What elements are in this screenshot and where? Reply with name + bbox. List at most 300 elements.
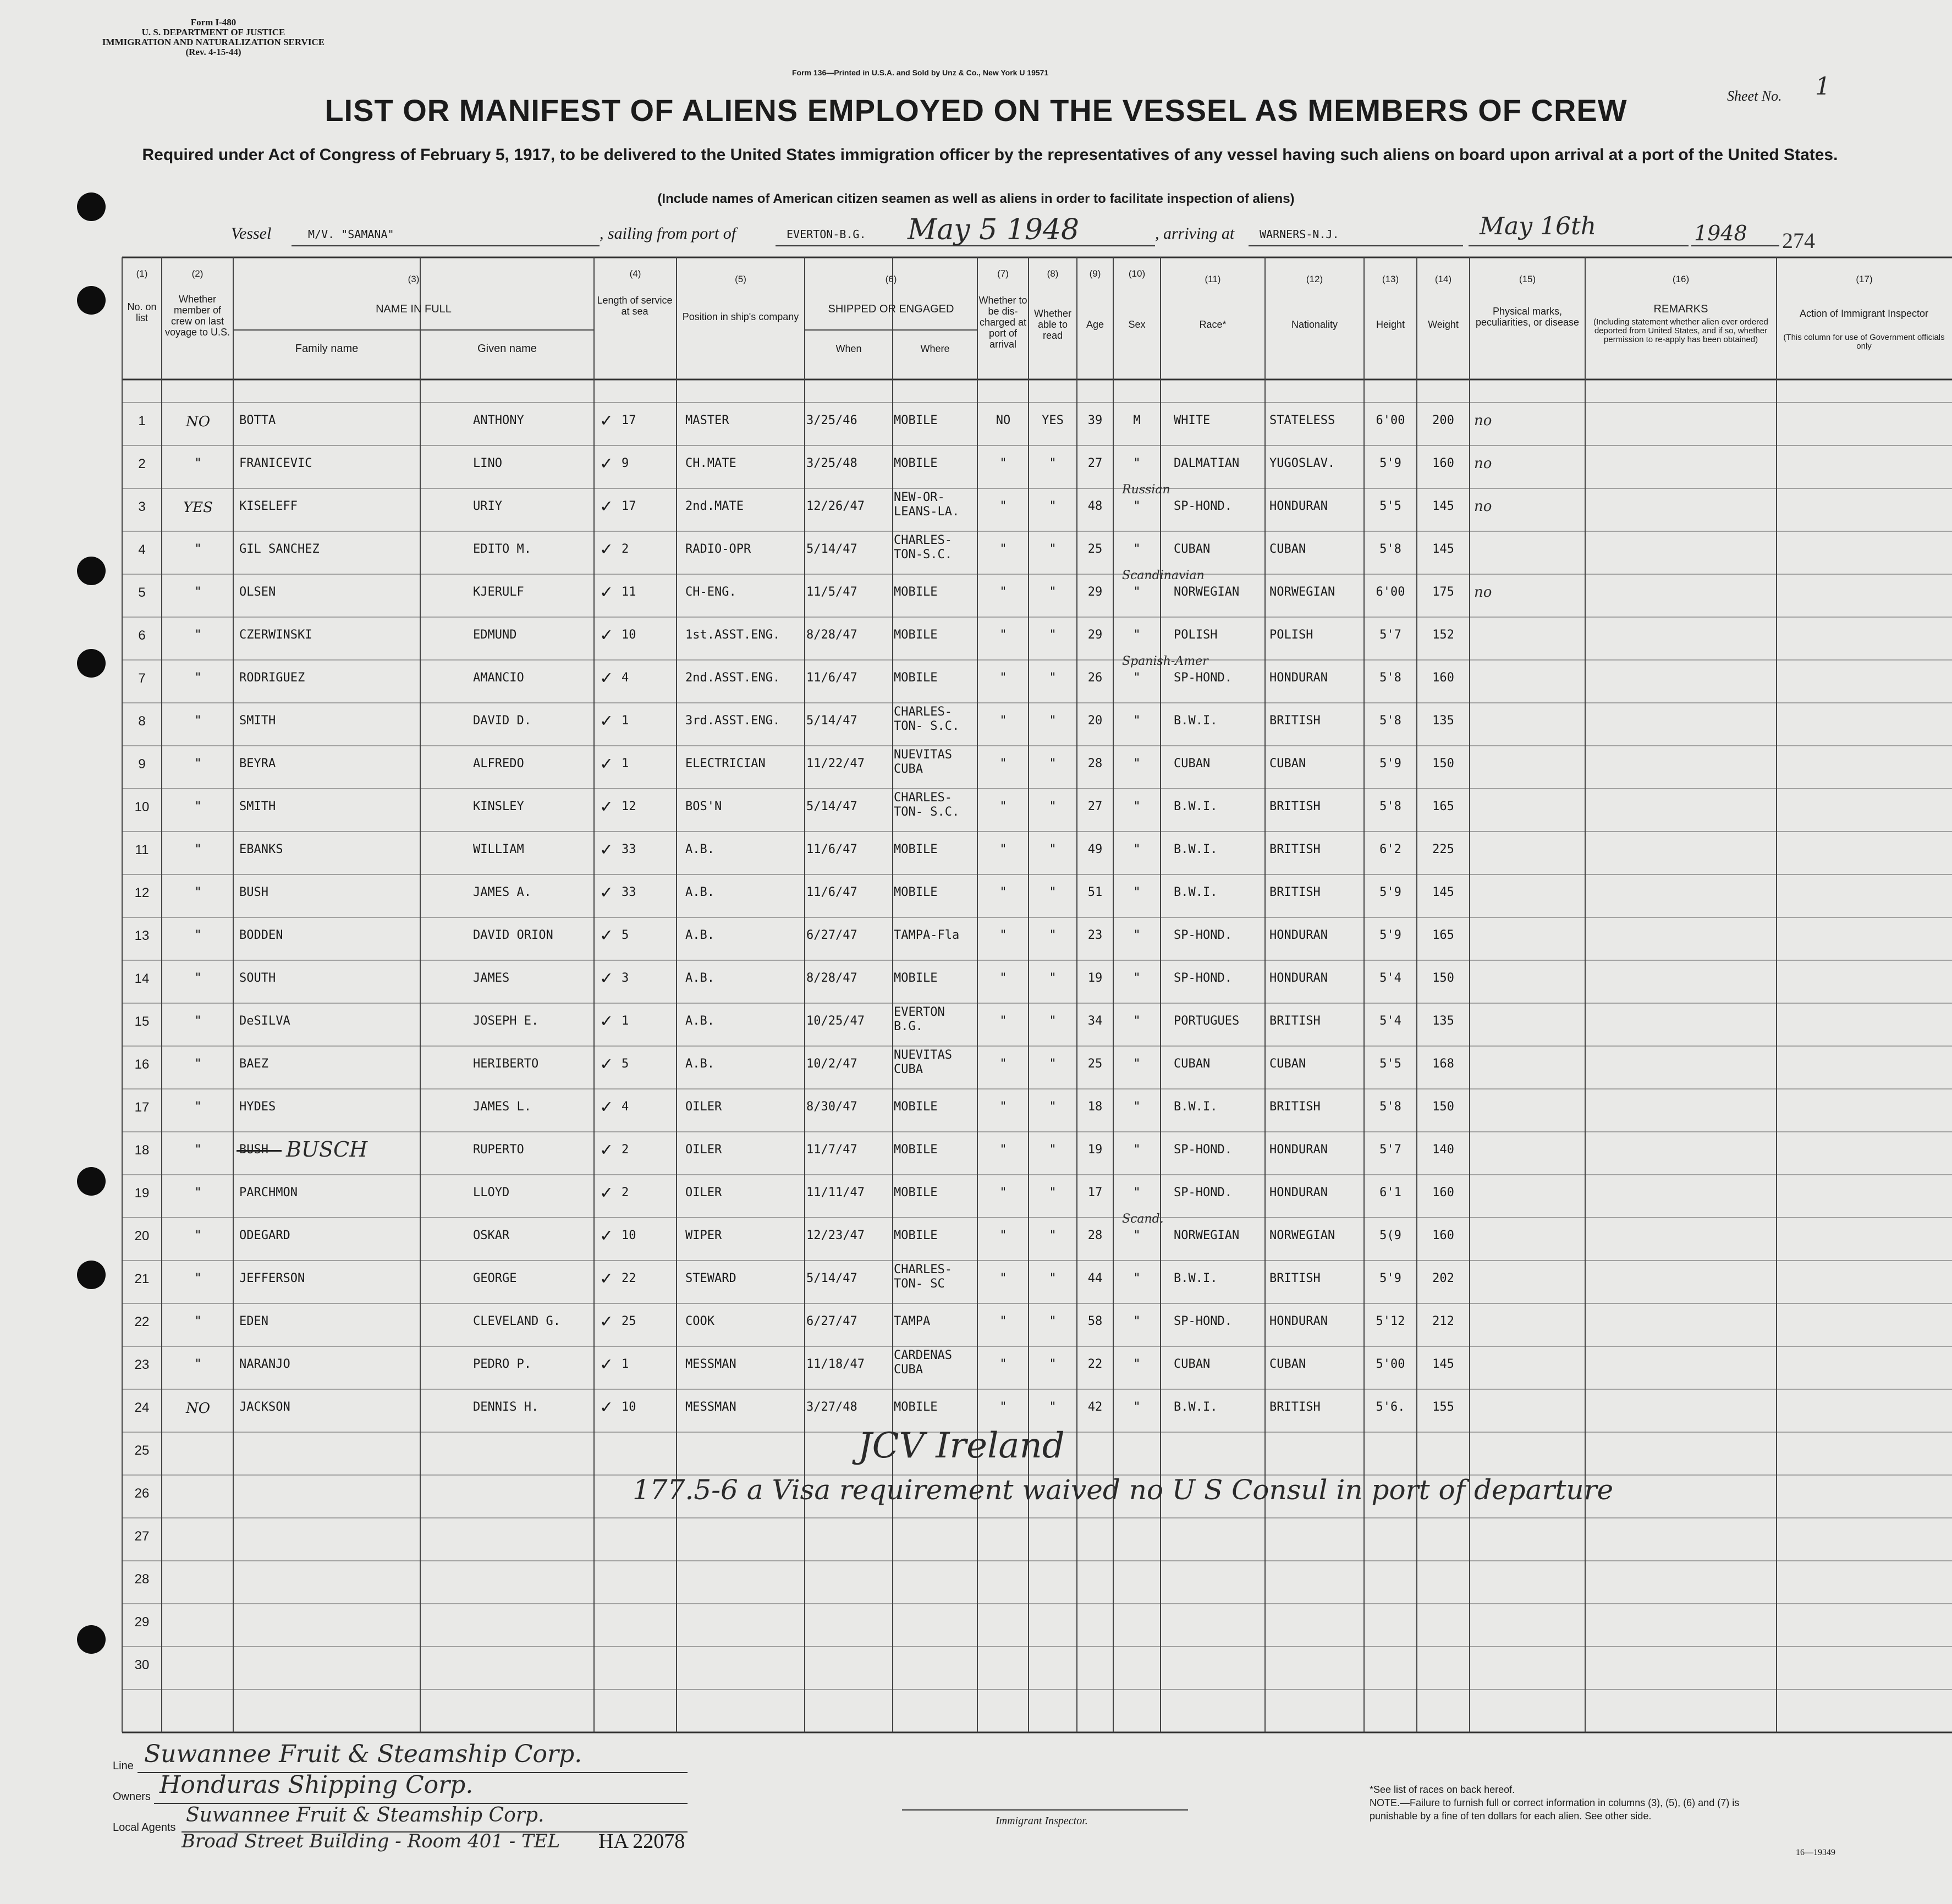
cell-family: KISELEFF [239, 499, 298, 513]
cell-race: CUBAN [1174, 1057, 1211, 1071]
cell-sex: " [1133, 1100, 1141, 1114]
cell-height: 5'8 [1379, 800, 1401, 813]
cell-position: BOS'N [685, 800, 722, 813]
cell-nationality: BRITISH [1269, 1014, 1321, 1028]
row-number: 3 [138, 499, 146, 514]
cell-given: CLEVELAND G. [473, 1314, 560, 1328]
cell-last: " [194, 1314, 202, 1328]
cell-sex: " [1133, 456, 1141, 470]
cell-age: 48 [1087, 499, 1103, 513]
cell-discharged: " [999, 1100, 1007, 1114]
cell-given: LINO [473, 456, 502, 470]
cell-read: " [1049, 1357, 1057, 1371]
check-mark-icon: ✓ [601, 1396, 612, 1418]
cell-discharged: " [999, 1272, 1007, 1285]
check-mark-icon: ✓ [601, 1353, 612, 1375]
cell-service: 25 [622, 1314, 636, 1328]
revision: (Rev. 4-15-44) [185, 47, 241, 57]
cell-service: 5 [622, 928, 629, 942]
cell-position: 2nd.MATE [685, 499, 744, 513]
cell-age: 39 [1087, 414, 1103, 427]
cell-race: WHITE [1174, 414, 1211, 427]
cell-discharged: " [999, 757, 1007, 771]
cell-nationality: BRITISH [1269, 1272, 1321, 1285]
col-num-14: (14) [1434, 274, 1452, 284]
subnote: (Include names of American citizen seamen as well as aliens in order to facilitate inspection of aliens) [657, 191, 1295, 206]
cell-age: 23 [1087, 928, 1103, 942]
cell-position: ELECTRICIAN [685, 757, 766, 771]
cell-where: MOBILE [894, 1229, 938, 1242]
row-number: 6 [138, 628, 146, 643]
arrival-year: 1948 [1694, 221, 1747, 245]
cell-when: 11/22/47 [806, 757, 865, 771]
cell-where-line2: TON-S.C. [894, 548, 952, 562]
inspector-label: Immigrant Inspector. [996, 1815, 1088, 1827]
cell-position: COOK [685, 1314, 714, 1328]
cell-where: MOBILE [894, 671, 938, 685]
row-number: 29 [134, 1615, 150, 1630]
cell-where: TAMPA-Fla [894, 928, 960, 942]
cell-given: JAMES A. [473, 885, 531, 899]
cell-given: EDITO M. [473, 542, 531, 556]
cell-nationality: NORWEGIAN [1269, 1229, 1335, 1242]
cell-discharged: " [999, 928, 1007, 942]
cell-family: PARCHMON [239, 1186, 298, 1199]
cell-sex: " [1133, 542, 1141, 556]
cell-given: OSKAR [473, 1229, 510, 1242]
cell-family: CZERWINSKI [239, 628, 312, 642]
cell-sex: " [1133, 499, 1141, 513]
check-mark-icon: ✓ [601, 452, 612, 474]
cell-where-line2: TON- S.C. [894, 805, 960, 819]
cell-family: SMITH [239, 800, 276, 813]
cell-read: " [1049, 1014, 1057, 1028]
header-weight: Weight [1428, 319, 1459, 330]
cell-nationality: BRITISH [1269, 885, 1321, 899]
row-number: 13 [134, 928, 150, 943]
cell-when: 3/25/48 [806, 456, 857, 470]
cell-when: 10/25/47 [806, 1014, 865, 1028]
cell-read: " [1049, 757, 1057, 771]
cell-sex: " [1133, 971, 1141, 985]
cell-sex: " [1133, 1057, 1141, 1071]
cell-race: SP-HOND. [1174, 671, 1232, 685]
cell-discharged: " [999, 499, 1007, 513]
cell-age: 19 [1087, 1143, 1103, 1157]
cell-sex: " [1133, 1314, 1141, 1328]
cell-height: 5'8 [1379, 714, 1401, 728]
cell-read: " [1049, 885, 1057, 899]
cell-when: 11/18/47 [806, 1357, 865, 1371]
cell-service: 10 [622, 1400, 636, 1414]
cell-service: 4 [622, 671, 629, 685]
cell-where: MOBILE [894, 1400, 938, 1414]
cell-weight: 160 [1432, 1229, 1454, 1242]
col-num-1: (1) [136, 268, 148, 279]
arrival-date: May 16th [1480, 212, 1597, 240]
cell-given: RUPERTO [473, 1143, 524, 1157]
cell-service: 4 [622, 1100, 629, 1114]
cell-marks: no [1474, 455, 1492, 472]
cell-height: 5'9 [1379, 757, 1401, 771]
cell-given: KINSLEY [473, 800, 524, 813]
cell-when: 11/6/47 [806, 843, 857, 856]
header-where: Where [920, 343, 950, 354]
cell-discharged: " [999, 800, 1007, 813]
cell-last: " [194, 928, 202, 942]
cell-nationality: HONDURAN [1269, 1186, 1328, 1199]
cell-height: 6'1 [1379, 1186, 1401, 1199]
line-value: Suwannee Fruit & Steamship Corp. [144, 1740, 582, 1768]
cell-height: 6'2 [1379, 843, 1401, 856]
row-number: 20 [134, 1229, 150, 1243]
cell-age: 25 [1087, 542, 1103, 556]
cell-when: 10/2/47 [806, 1057, 857, 1071]
cell-last: " [194, 885, 202, 899]
check-mark-icon: ✓ [601, 1267, 612, 1289]
cell-service: 9 [622, 456, 629, 470]
cell-weight: 135 [1432, 714, 1454, 728]
department: U. S. DEPARTMENT OF JUSTICE [141, 27, 285, 37]
cell-age: 25 [1087, 1057, 1103, 1071]
cell-sex: " [1133, 1143, 1141, 1157]
cell-position: A.B. [685, 843, 714, 856]
cell-weight: 160 [1432, 1186, 1454, 1199]
cell-discharged: " [999, 971, 1007, 985]
cell-family: SOUTH [239, 971, 276, 985]
row-number: 26 [134, 1486, 150, 1501]
col-num-12: (12) [1306, 274, 1323, 284]
arriving-label: , arriving at [1155, 224, 1235, 243]
cell-last: " [194, 757, 202, 771]
cell-read: " [1049, 585, 1057, 599]
cell-read: " [1049, 456, 1057, 470]
cell-when: 8/30/47 [806, 1100, 857, 1114]
cell-position: A.B. [685, 1057, 714, 1071]
cell-race-note: Scandinavian [1122, 569, 1205, 582]
cell-position: A.B. [685, 885, 714, 899]
cell-discharged: " [999, 843, 1007, 856]
cell-discharged: " [999, 628, 1007, 642]
cell-read: " [1049, 542, 1057, 556]
page-title: LIST OR MANIFEST OF ALIENS EMPLOYED ON THE VESSEL AS MEMBERS OF CREW [325, 93, 1627, 128]
cell-weight: 145 [1432, 542, 1454, 556]
cell-discharged: " [999, 1014, 1007, 1028]
cell-read: " [1049, 1143, 1057, 1157]
cell-where: MOBILE [894, 628, 938, 642]
cell-nationality: CUBAN [1269, 1057, 1306, 1071]
cell-read: " [1049, 671, 1057, 685]
check-mark-icon: ✓ [601, 752, 612, 774]
cell-weight: 200 [1432, 414, 1454, 427]
col-num-2: (2) [191, 268, 204, 279]
header-action-note: (This column for use of Government officials only [1783, 333, 1945, 351]
header-age: Age [1086, 319, 1104, 330]
header-read: Whether able to read [1033, 308, 1072, 341]
cell-last: " [194, 585, 202, 599]
cell-weight: 160 [1432, 456, 1454, 470]
cell-read: " [1049, 1057, 1057, 1071]
cell-nationality: HONDURAN [1269, 1143, 1328, 1157]
cell-discharged: " [999, 1357, 1007, 1371]
cell-service: 33 [622, 885, 636, 899]
cell-where-line2: TON- S.C. [894, 719, 960, 733]
cell-where-line2: CUBA [894, 1363, 923, 1377]
cell-given: ALFREDO [473, 757, 524, 771]
cell-family: HYDES [239, 1100, 276, 1114]
cell-discharged: " [999, 671, 1007, 685]
cell-family: GIL SANCHEZ [239, 542, 320, 556]
cell-height: 5'9 [1379, 1272, 1401, 1285]
cell-nationality: CUBAN [1269, 1357, 1306, 1371]
row-number: 28 [134, 1572, 150, 1587]
cell-service: 17 [622, 414, 636, 427]
cell-position: RADIO-OPR [685, 542, 751, 556]
cell-sex: " [1133, 885, 1141, 899]
check-mark-icon: ✓ [601, 709, 612, 731]
row-number: 9 [138, 757, 146, 772]
inspector-initials: JCV Ireland [858, 1426, 1065, 1466]
header-sex: Sex [1128, 319, 1146, 330]
cell-nationality: POLISH [1269, 628, 1313, 642]
cell-sex: " [1133, 671, 1141, 685]
cell-weight: 152 [1432, 628, 1454, 642]
agents-label: Local Agents [113, 1822, 176, 1834]
cell-discharged: " [999, 1143, 1007, 1157]
cell-last: " [194, 1057, 202, 1071]
cell-race: DALMATIAN [1174, 456, 1240, 470]
service-name: IMMIGRATION AND NATURALIZATION SERVICE [102, 37, 325, 47]
stamp-number: 274 [1782, 228, 1815, 253]
cell-where-line2: B.G. [894, 1020, 923, 1033]
cell-where: MOBILE [894, 585, 938, 599]
header-action: Action of Immigrant Inspector [1799, 308, 1929, 319]
cell-discharged: " [999, 456, 1007, 470]
cell-height: 5'5 [1379, 1057, 1401, 1071]
cell-last: " [194, 1272, 202, 1285]
check-mark-icon: ✓ [601, 667, 612, 689]
check-mark-icon: ✓ [601, 581, 612, 603]
cell-where: EVERTON [894, 1005, 945, 1019]
cell-height: 5'9 [1379, 885, 1401, 899]
cell-given: HERIBERTO [473, 1057, 539, 1071]
races-note: *See list of races on back hereof. [1370, 1784, 1515, 1795]
cell-race: B.W.I. [1174, 1400, 1218, 1414]
cell-height: 5'8 [1379, 542, 1401, 556]
col-num-11: (11) [1205, 274, 1221, 284]
printer-note: Form 136—Printed in U.S.A. and Sold by Unz & Co., New York U 19571 [792, 68, 1049, 77]
cell-when: 8/28/47 [806, 971, 857, 985]
cell-height: 5'4 [1379, 1014, 1401, 1028]
cell-position: MESSMAN [685, 1357, 736, 1371]
cell-position: A.B. [685, 1014, 714, 1028]
check-mark-icon: ✓ [601, 881, 612, 903]
header-position: Position in ship's company [682, 311, 799, 322]
cell-age: 29 [1087, 628, 1103, 642]
header-nationality: Nationality [1291, 319, 1338, 330]
cell-position: OILER [685, 1186, 722, 1199]
cell-given: DENNIS H. [473, 1400, 539, 1414]
cell-last: " [194, 1100, 202, 1114]
cell-sex: " [1133, 757, 1141, 771]
cell-sex: " [1133, 843, 1141, 856]
cell-last: " [194, 971, 202, 985]
cell-nationality: BRITISH [1269, 800, 1321, 813]
cell-weight: 150 [1432, 1100, 1454, 1114]
row-number: 19 [134, 1186, 150, 1201]
cell-sex: " [1133, 800, 1141, 813]
row-number: 15 [134, 1014, 150, 1029]
cell-position: 2nd.ASST.ENG. [685, 671, 780, 685]
cell-where: MOBILE [894, 1143, 938, 1157]
row-number: 22 [134, 1314, 150, 1329]
row-number: 18 [134, 1143, 150, 1158]
cell-discharged: " [999, 1229, 1007, 1242]
cell-where-line2: LEANS-LA. [894, 505, 960, 519]
cell-when: 5/14/47 [806, 714, 857, 728]
cell-family: BODDEN [239, 928, 283, 942]
cell-given: DAVID ORION [473, 928, 553, 942]
cell-position: 1st.ASST.ENG. [685, 628, 780, 642]
cell-where: TAMPA [894, 1314, 931, 1328]
cell-discharged: " [999, 1314, 1007, 1328]
col-num-3: (3) [408, 274, 420, 284]
cell-race: CUBAN [1174, 757, 1211, 771]
cell-last: NO [185, 414, 211, 430]
cell-last: NO [185, 1400, 211, 1417]
check-mark-icon: ✓ [601, 1138, 612, 1160]
cell-where: MOBILE [894, 843, 938, 856]
header-physical-marks: Physical marks, peculiarities, or disease [1475, 306, 1580, 328]
header-when: When [835, 343, 862, 354]
cell-sex: " [1133, 1400, 1141, 1414]
row-number: 23 [134, 1357, 150, 1372]
cell-age: 49 [1087, 843, 1103, 856]
cell-sex: " [1133, 628, 1141, 642]
cell-nationality: BRITISH [1269, 1400, 1321, 1414]
header-name: NAME IN FULL [376, 303, 452, 315]
cell-service: 1 [622, 1014, 629, 1028]
cell-when: 3/25/46 [806, 414, 857, 427]
header-shipped: SHIPPED OR ENGAGED [828, 303, 954, 315]
check-mark-icon: ✓ [601, 624, 612, 646]
cell-height: 5'9 [1379, 456, 1401, 470]
cell-given: GEORGE [473, 1272, 517, 1285]
cell-when: 5/14/47 [806, 1272, 857, 1285]
owners-label: Owners [113, 1791, 151, 1803]
cell-family: DeSILVA [239, 1014, 290, 1028]
cell-service: 10 [622, 628, 636, 642]
cell-when: 11/7/47 [806, 1143, 857, 1157]
cell-sex: " [1133, 1272, 1141, 1285]
cell-last: " [194, 628, 202, 642]
cell-discharged: " [999, 885, 1007, 899]
cell-weight: 202 [1432, 1272, 1454, 1285]
cell-given: WILLIAM [473, 843, 524, 856]
sheet-number: 1 [1815, 73, 1830, 101]
cell-height: 5'00 [1376, 1357, 1405, 1371]
check-mark-icon: ✓ [601, 409, 612, 431]
cell-given: KJERULF [473, 585, 524, 599]
cell-sex: " [1133, 1014, 1141, 1028]
cell-position: CH-ENG. [685, 585, 736, 599]
cell-weight: 225 [1432, 843, 1454, 856]
col-num-15: (15) [1519, 274, 1536, 284]
cell-discharged: " [999, 585, 1007, 599]
cell-race: SP-HOND. [1174, 1314, 1232, 1328]
cell-when: 12/23/47 [806, 1229, 865, 1242]
check-mark-icon: ✓ [601, 538, 612, 560]
cell-position: OILER [685, 1100, 722, 1114]
cell-family: BAEZ [239, 1057, 268, 1071]
inspector-signature-line [902, 1809, 1188, 1811]
cell-weight: 145 [1432, 885, 1454, 899]
cell-last: " [194, 714, 202, 728]
cell-given: PEDRO P. [473, 1357, 531, 1371]
cell-height: 5'5 [1379, 499, 1401, 513]
cell-family: ODEGARD [239, 1229, 290, 1242]
cell-height: 5'8 [1379, 671, 1401, 685]
cell-sex: " [1133, 928, 1141, 942]
cell-marks: no [1474, 498, 1492, 515]
cell-age: 34 [1087, 1014, 1103, 1028]
row-number: 1 [138, 414, 146, 428]
cell-when: 11/6/47 [806, 885, 857, 899]
cell-when: 5/14/47 [806, 800, 857, 813]
row-number: 4 [138, 542, 146, 557]
cell-age: 27 [1087, 800, 1103, 813]
cell-where: MOBILE [894, 1186, 938, 1199]
cell-race: SP-HOND. [1174, 1143, 1232, 1157]
cell-height: 5'8 [1379, 1100, 1401, 1114]
cell-weight: 165 [1432, 928, 1454, 942]
sailing-date: May 5 1948 [908, 213, 1080, 246]
cell-sex: " [1133, 1357, 1141, 1371]
cell-service: 1 [622, 1357, 629, 1371]
cell-family: RODRIGUEZ [239, 671, 305, 685]
cell-weight: 140 [1432, 1143, 1454, 1157]
check-mark-icon: ✓ [601, 1310, 612, 1332]
header-family-name: Family name [295, 343, 359, 355]
check-mark-icon: ✓ [601, 495, 612, 517]
cell-where: NUEVITAS [894, 748, 952, 762]
cell-age: 18 [1087, 1100, 1103, 1114]
cell-last: " [194, 1014, 202, 1028]
col-num-10: (10) [1128, 268, 1146, 279]
check-mark-icon: ✓ [601, 795, 612, 817]
row-number: 10 [134, 800, 150, 815]
cell-read: " [1049, 1272, 1057, 1285]
cell-nationality: YUGOSLAV. [1269, 456, 1335, 470]
cell-service: 11 [622, 585, 636, 599]
cell-read: YES [1042, 414, 1064, 427]
cell-family: BOTTA [239, 414, 276, 427]
cell-where: CHARLES- [894, 533, 952, 547]
header-remarks: REMARKS [1653, 303, 1708, 315]
row-number: 16 [134, 1057, 150, 1072]
penalty-note: NOTE.—Failure to furnish full or correct information in columns (3), (5), (6) and (7) is punishable by a fine of ten dollars for each alien. See other side. [1370, 1797, 1740, 1822]
cell-where: NUEVITAS [894, 1048, 952, 1062]
row-number: 5 [138, 585, 146, 600]
row-number: 11 [135, 843, 149, 857]
cell-last: " [194, 1143, 202, 1157]
cell-last: " [194, 1357, 202, 1371]
cell-position: A.B. [685, 928, 714, 942]
header-given-name: Given name [477, 343, 537, 355]
cell-family: JACKSON [239, 1400, 290, 1414]
cell-when: 6/27/47 [806, 1314, 857, 1328]
cell-nationality: HONDURAN [1269, 928, 1328, 942]
